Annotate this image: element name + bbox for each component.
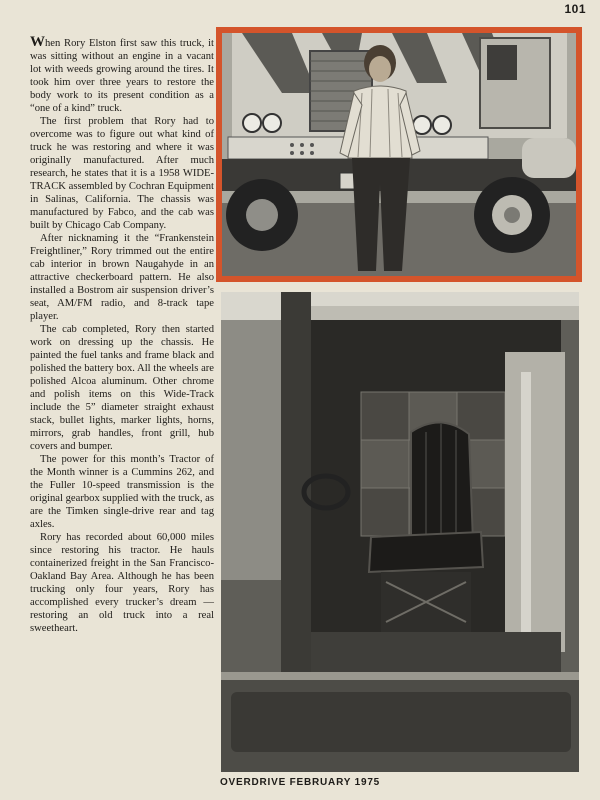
page-number: 101 — [564, 2, 586, 16]
truck-front-illustration — [222, 33, 576, 276]
drop-cap: W — [30, 34, 45, 50]
cab-interior-illustration — [221, 292, 579, 772]
article-paragraph-1: When Rory Elston first saw this truck, it was sitting without an engine in a vacant lot with weeds growing around the tires. It took him over three years to restore the body work to its present condition as a “one of a kind” truck. — [30, 34, 214, 114]
article-paragraph-5: The power for this month’s Tractor of the Month winner is a Cummins 262, and the Fuller 10-speed transmission is the original gearbox supplied with the truck, as are the Timken single-drive rear and tag axles. — [30, 454, 214, 530]
cab-interior-photo — [221, 292, 579, 772]
article-paragraph-3: After nicknaming it the “Frankenstein Freightliner,” Rory trimmed out the entire cab interior in brown Naugahyde in an attractive checkerboard pattern. He also installed a Bostrom air suspension driver’s seat, AM/FM radio, and 8-track tape player. — [30, 233, 214, 322]
article-paragraph-2: The first problem that Rory had to overcome was to figure out what kind of truck he was restoring and where it was originally manufactured. After much research, he states that it is a 1958 WIDE-TRACK assembled by Cochran Equipment in Salinas, California. The chassis was manufactured by Fabco, and the cab was built by Chicago Cab Company. — [30, 116, 214, 231]
footer-issue-line: OVERDRIVE FEBRUARY 1975 — [219, 777, 381, 788]
truck-front-photo — [216, 27, 582, 282]
article-paragraph-4: The cab completed, Rory then started work on dressing up the chassis. He painted the fuel tanks and frame black and polished the battery box. All the wheels are polished Alcoa aluminum. Other chrome and polish items on this Wide-Track include the 5” diameter straight exhaust stack, bullet lights, marker lights, horns, mirrors, grab handles, front grill, hub covers and bumper. — [30, 324, 214, 452]
article-paragraph-6: Rory has recorded about 60,000 miles since restoring his tractor. He hauls containerized freight in the San Francisco-Oakland Bay Area. Although he has been trucking only four years, Rory has accomplished every trucker’s dream — restoring an old truck into a real sweetheart. — [30, 532, 214, 634]
article-column — [30, 36, 214, 635]
